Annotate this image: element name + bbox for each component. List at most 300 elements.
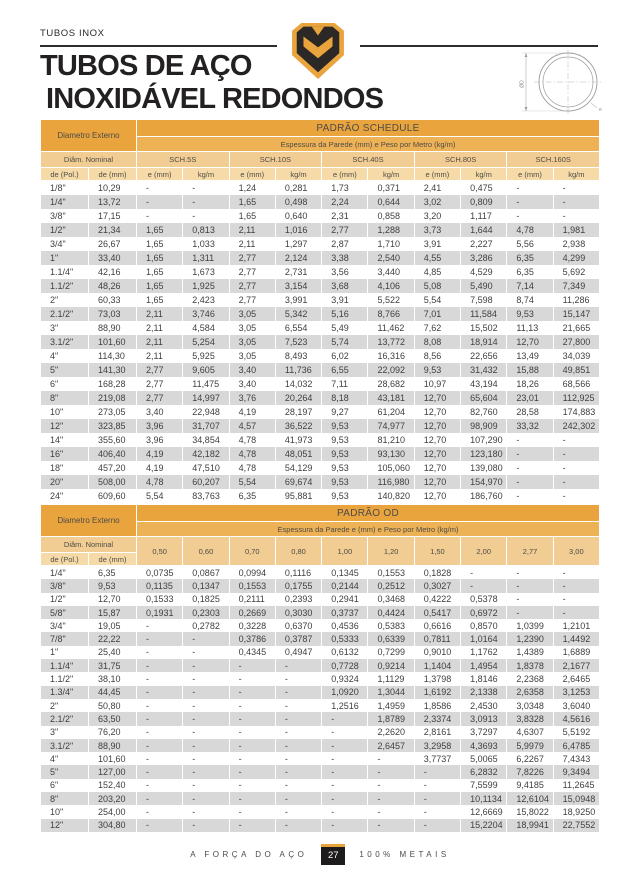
value-cell: 5,0065 bbox=[461, 752, 506, 765]
value-cell: 5,16 bbox=[322, 307, 367, 321]
value-cell: 2,11 bbox=[137, 349, 182, 363]
value-cell: 7,5599 bbox=[461, 779, 506, 792]
value-cell: 0,498 bbox=[276, 195, 321, 209]
table-row bbox=[41, 251, 599, 265]
value-cell: - bbox=[554, 181, 599, 195]
value-cell: 0,4345 bbox=[230, 646, 275, 659]
value-cell: - bbox=[276, 779, 321, 792]
value-cell: 9,53 bbox=[322, 489, 367, 503]
value-cell: 18,9250 bbox=[554, 805, 599, 818]
value-cell: 0,281 bbox=[276, 181, 321, 195]
value-cell: 6,35 bbox=[507, 251, 552, 265]
value-cell: 1,65 bbox=[137, 251, 182, 265]
value-cell: - bbox=[276, 792, 321, 805]
value-cell: 5,5192 bbox=[554, 726, 599, 739]
value-cell: 1,2390 bbox=[507, 632, 552, 645]
value-cell: 1,4389 bbox=[507, 646, 552, 659]
value-cell: 3,02 bbox=[415, 195, 460, 209]
diameter-pol-cell: 18" bbox=[41, 461, 88, 475]
value-cell: 28,682 bbox=[368, 377, 413, 391]
value-cell: 139,080 bbox=[461, 461, 506, 475]
value-cell: 2,77 bbox=[230, 293, 275, 307]
pol-column-header: de (Pol.) bbox=[41, 168, 88, 181]
diameter-mm-cell: 10,29 bbox=[89, 181, 136, 195]
value-cell: - bbox=[322, 752, 367, 765]
value-cell: 12,70 bbox=[415, 461, 460, 475]
value-cell: 34,039 bbox=[554, 349, 599, 363]
thickness-column-header: e (mm) bbox=[230, 168, 275, 181]
diameter-pol-cell: 6" bbox=[41, 779, 88, 792]
table-row bbox=[41, 419, 599, 433]
value-cell: 0,0735 bbox=[137, 566, 182, 579]
value-cell: 2,1338 bbox=[461, 686, 506, 699]
value-cell: - bbox=[183, 181, 228, 195]
value-cell: 0,1347 bbox=[183, 579, 228, 592]
value-cell: 0,1135 bbox=[137, 579, 182, 592]
value-cell: 11,2645 bbox=[554, 779, 599, 792]
value-cell: 3,76 bbox=[230, 391, 275, 405]
value-cell: 3,286 bbox=[461, 251, 506, 265]
value-cell: 15,147 bbox=[554, 307, 599, 321]
value-cell: - bbox=[507, 579, 552, 592]
value-cell: 27,800 bbox=[554, 335, 599, 349]
value-cell: 6,35 bbox=[230, 489, 275, 503]
value-cell: - bbox=[183, 726, 228, 739]
thickness-value-header: 3,00 bbox=[554, 537, 599, 566]
thickness-value-header: 1,20 bbox=[368, 537, 413, 566]
page-title bbox=[40, 50, 440, 116]
weight-column-header: kg/m bbox=[368, 168, 413, 181]
value-cell: 1,4959 bbox=[368, 699, 413, 712]
value-cell: 140,820 bbox=[368, 489, 413, 503]
value-cell: 5,254 bbox=[183, 335, 228, 349]
value-cell: 1,033 bbox=[183, 237, 228, 251]
value-cell: 0,4424 bbox=[368, 606, 413, 619]
diameter-mm-cell: 114,30 bbox=[89, 349, 136, 363]
table-row bbox=[41, 805, 599, 818]
value-cell: - bbox=[183, 792, 228, 805]
value-cell: 5,490 bbox=[461, 279, 506, 293]
value-cell: 1,65 bbox=[137, 265, 182, 279]
value-cell: 6,554 bbox=[276, 321, 321, 335]
diameter-pol-cell: 20" bbox=[41, 475, 88, 489]
footer-slogan-left: A FORÇA DO AÇO bbox=[190, 849, 308, 859]
value-cell: - bbox=[183, 739, 228, 752]
value-cell: 2,124 bbox=[276, 251, 321, 265]
table-subtitle: Espessura da Parede (mm) e Peso por Metro (kg/m) bbox=[137, 137, 599, 152]
value-cell: 8,56 bbox=[415, 349, 460, 363]
value-cell: - bbox=[137, 195, 182, 209]
value-cell: 3,96 bbox=[137, 419, 182, 433]
value-cell: - bbox=[368, 819, 413, 832]
value-cell: 2,6358 bbox=[507, 686, 552, 699]
diameter-mm-cell: 42,16 bbox=[89, 265, 136, 279]
diameter-mm-cell: 88,90 bbox=[89, 321, 136, 335]
diameter-mm-cell: 73,03 bbox=[89, 307, 136, 321]
diameter-mm-cell: 15,87 bbox=[89, 606, 136, 619]
diameter-mm-cell: 323,85 bbox=[89, 419, 136, 433]
value-cell: 154,970 bbox=[461, 475, 506, 489]
value-cell: 107,290 bbox=[461, 433, 506, 447]
value-cell: - bbox=[507, 447, 552, 461]
value-cell: - bbox=[554, 209, 599, 223]
value-cell: 9,27 bbox=[322, 405, 367, 419]
value-cell: 6,02 bbox=[322, 349, 367, 363]
value-cell: - bbox=[368, 805, 413, 818]
diameter-pol-cell: 4" bbox=[41, 752, 88, 765]
value-cell: - bbox=[137, 181, 182, 195]
value-cell: 3,68 bbox=[322, 279, 367, 293]
table-row bbox=[41, 606, 599, 619]
value-cell: 2,31 bbox=[322, 209, 367, 223]
diameter-mm-cell: 304,80 bbox=[89, 819, 136, 832]
value-cell: 8,493 bbox=[276, 349, 321, 363]
value-cell: - bbox=[276, 659, 321, 672]
diameter-pol-cell: 10" bbox=[41, 805, 88, 818]
table-row bbox=[41, 265, 599, 279]
value-cell: 1,297 bbox=[276, 237, 321, 251]
value-cell: 8,74 bbox=[507, 293, 552, 307]
table-row bbox=[41, 646, 599, 659]
value-cell: - bbox=[415, 819, 460, 832]
value-cell: - bbox=[183, 752, 228, 765]
value-cell: 4,3693 bbox=[461, 739, 506, 752]
value-cell: 31,707 bbox=[183, 419, 228, 433]
table-row bbox=[41, 632, 599, 645]
diameter-pol-cell: 6" bbox=[41, 377, 88, 391]
table-row bbox=[41, 712, 599, 725]
value-cell: 3,38 bbox=[322, 251, 367, 265]
table-row bbox=[41, 209, 599, 223]
diameter-pol-cell: 5" bbox=[41, 765, 88, 778]
value-cell: - bbox=[415, 765, 460, 778]
table-row bbox=[41, 566, 599, 579]
diameter-pol-cell: 2" bbox=[41, 699, 88, 712]
diameter-mm-cell: 25,40 bbox=[89, 646, 136, 659]
value-cell: 13,49 bbox=[507, 349, 552, 363]
value-cell: - bbox=[322, 712, 367, 725]
value-cell: - bbox=[322, 805, 367, 818]
diameter-pol-cell: 2.1/2" bbox=[41, 307, 88, 321]
value-cell: 98,909 bbox=[461, 419, 506, 433]
value-cell: 0,2782 bbox=[183, 619, 228, 632]
value-cell: 2,6457 bbox=[368, 739, 413, 752]
value-cell: 1,288 bbox=[368, 223, 413, 237]
table-row bbox=[41, 686, 599, 699]
header-rule-left bbox=[40, 45, 277, 47]
value-cell: - bbox=[137, 699, 182, 712]
table-row bbox=[41, 619, 599, 632]
value-cell: 0,644 bbox=[368, 195, 413, 209]
value-cell: 9,53 bbox=[322, 447, 367, 461]
value-cell: 1,4492 bbox=[554, 632, 599, 645]
table-row bbox=[41, 433, 599, 447]
value-cell: - bbox=[183, 646, 228, 659]
value-cell: 0,1553 bbox=[230, 579, 275, 592]
value-cell: 3,20 bbox=[415, 209, 460, 223]
value-cell: 22,092 bbox=[368, 363, 413, 377]
value-cell: - bbox=[230, 659, 275, 672]
value-cell: - bbox=[230, 752, 275, 765]
diameter-dim-label: ØD bbox=[519, 80, 526, 88]
value-cell: 112,925 bbox=[554, 391, 599, 405]
wall-thickness-label: e bbox=[599, 107, 602, 113]
value-cell: 3,0348 bbox=[507, 699, 552, 712]
value-cell: - bbox=[137, 805, 182, 818]
value-cell: 2,11 bbox=[230, 223, 275, 237]
table-row bbox=[41, 363, 599, 377]
value-cell: 1,644 bbox=[461, 223, 506, 237]
value-cell: - bbox=[137, 686, 182, 699]
value-cell: 43,194 bbox=[461, 377, 506, 391]
value-cell: - bbox=[276, 699, 321, 712]
value-cell: 0,4536 bbox=[322, 619, 367, 632]
value-cell: 28,197 bbox=[276, 405, 321, 419]
diameter-pol-cell: 3.1/2" bbox=[41, 739, 88, 752]
value-cell: 4,78 bbox=[137, 475, 182, 489]
weight-column-header: kg/m bbox=[276, 168, 321, 181]
value-cell: 2,77 bbox=[230, 279, 275, 293]
diameter-mm-cell: 508,00 bbox=[89, 475, 136, 489]
table-row bbox=[41, 377, 599, 391]
value-cell: 0,6370 bbox=[276, 619, 321, 632]
value-cell: 1,2101 bbox=[554, 619, 599, 632]
value-cell: 0,3027 bbox=[415, 579, 460, 592]
table-row bbox=[41, 307, 599, 321]
value-cell: 2,11 bbox=[230, 237, 275, 251]
value-cell: 0,2669 bbox=[230, 606, 275, 619]
value-cell: 2,8161 bbox=[415, 726, 460, 739]
diameter-mm-cell: 101,60 bbox=[89, 335, 136, 349]
value-cell: 4,6307 bbox=[507, 726, 552, 739]
thickness-value-header: 0,60 bbox=[183, 537, 228, 566]
value-cell: 2,1677 bbox=[554, 659, 599, 672]
value-cell: - bbox=[137, 632, 182, 645]
value-cell: 22,7552 bbox=[554, 819, 599, 832]
value-cell: 1,311 bbox=[183, 251, 228, 265]
value-cell: - bbox=[276, 739, 321, 752]
value-cell: 0,6339 bbox=[368, 632, 413, 645]
value-cell: 1,65 bbox=[230, 195, 275, 209]
value-cell: 60,207 bbox=[183, 475, 228, 489]
value-cell: - bbox=[322, 779, 367, 792]
table-row bbox=[41, 321, 599, 335]
value-cell: - bbox=[415, 805, 460, 818]
weight-column-header: kg/m bbox=[554, 168, 599, 181]
diameter-pol-cell: 2" bbox=[41, 293, 88, 307]
value-cell: 2,77 bbox=[230, 265, 275, 279]
table-row bbox=[41, 779, 599, 792]
value-cell: 14,032 bbox=[276, 377, 321, 391]
value-cell: 123,180 bbox=[461, 447, 506, 461]
value-cell: - bbox=[554, 475, 599, 489]
value-cell: 0,5378 bbox=[461, 593, 506, 606]
diameter-mm-cell: 26,67 bbox=[89, 237, 136, 251]
value-cell: 3,91 bbox=[415, 237, 460, 251]
diameter-pol-cell: 24" bbox=[41, 489, 88, 503]
page-title-line1: TUBOS DE AÇO bbox=[40, 50, 252, 82]
thickness-column-header: e (mm) bbox=[322, 168, 367, 181]
value-cell: - bbox=[554, 447, 599, 461]
diameter-mm-cell: 101,60 bbox=[89, 752, 136, 765]
value-cell: 1,016 bbox=[276, 223, 321, 237]
value-cell: 1,0164 bbox=[461, 632, 506, 645]
diameter-pol-cell: 14" bbox=[41, 433, 88, 447]
value-cell: 0,9324 bbox=[322, 672, 367, 685]
diameter-pol-cell: 5/8" bbox=[41, 606, 88, 619]
value-cell: - bbox=[183, 632, 228, 645]
value-cell: 6,35 bbox=[507, 265, 552, 279]
table-title: PADRÃO OD bbox=[137, 505, 599, 522]
value-cell: 36,522 bbox=[276, 419, 321, 433]
value-cell: - bbox=[183, 659, 228, 672]
nominal-header: Diâm. Nominal bbox=[41, 152, 136, 168]
value-cell: - bbox=[137, 646, 182, 659]
value-cell: 1,65 bbox=[137, 223, 182, 237]
value-cell: 43,181 bbox=[368, 391, 413, 405]
value-cell: 0,2512 bbox=[368, 579, 413, 592]
value-cell: 47,510 bbox=[183, 461, 228, 475]
diameter-pol-cell: 16" bbox=[41, 447, 88, 461]
value-cell: 1,65 bbox=[137, 279, 182, 293]
value-cell: - bbox=[507, 195, 552, 209]
value-cell: 2,77 bbox=[230, 251, 275, 265]
value-cell: 3,991 bbox=[276, 293, 321, 307]
value-cell: - bbox=[137, 712, 182, 725]
value-cell: 0,1755 bbox=[276, 579, 321, 592]
value-cell: - bbox=[554, 606, 599, 619]
value-cell: 3,40 bbox=[230, 363, 275, 377]
value-cell: - bbox=[137, 739, 182, 752]
diameter-pol-cell: 4" bbox=[41, 349, 88, 363]
value-cell: - bbox=[276, 752, 321, 765]
value-cell: 10,1134 bbox=[461, 792, 506, 805]
value-cell: 0,1116 bbox=[276, 566, 321, 579]
value-cell: 5,925 bbox=[183, 349, 228, 363]
value-cell: 1,8146 bbox=[461, 672, 506, 685]
value-cell: 61,204 bbox=[368, 405, 413, 419]
value-cell: - bbox=[322, 726, 367, 739]
value-cell: 2,731 bbox=[276, 265, 321, 279]
diameter-mm-cell: 63,50 bbox=[89, 712, 136, 725]
value-cell: 2,3374 bbox=[415, 712, 460, 725]
thickness-value-header: 1,00 bbox=[322, 537, 367, 566]
value-cell: - bbox=[415, 779, 460, 792]
value-cell: 11,13 bbox=[507, 321, 552, 335]
value-cell: - bbox=[507, 475, 552, 489]
value-cell: 0,640 bbox=[276, 209, 321, 223]
value-cell: 2,77 bbox=[137, 377, 182, 391]
value-cell: 0,809 bbox=[461, 195, 506, 209]
diameter-mm-cell: 609,60 bbox=[89, 489, 136, 503]
value-cell: - bbox=[230, 819, 275, 832]
value-cell: 18,9941 bbox=[507, 819, 552, 832]
value-cell: 4,78 bbox=[507, 223, 552, 237]
value-cell: 1,981 bbox=[554, 223, 599, 237]
diameter-pol-cell: 12" bbox=[41, 419, 88, 433]
value-cell: 5,74 bbox=[322, 335, 367, 349]
table-subtitle: Espessura da Parede e (mm) e Peso por Metro (kg/m) bbox=[137, 522, 599, 537]
value-cell: 0,3787 bbox=[276, 632, 321, 645]
schedule-group-header: SCH.10S bbox=[230, 152, 322, 168]
value-cell: 1,0920 bbox=[322, 686, 367, 699]
value-cell: 5,54 bbox=[137, 489, 182, 503]
thickness-column-header: e (mm) bbox=[137, 168, 182, 181]
table-row bbox=[41, 672, 599, 685]
diameter-mm-cell: 203,20 bbox=[89, 792, 136, 805]
value-cell: 9,53 bbox=[322, 419, 367, 433]
value-cell: - bbox=[183, 819, 228, 832]
value-cell: 4,5616 bbox=[554, 712, 599, 725]
value-cell: 4,55 bbox=[415, 251, 460, 265]
value-cell: 1,8789 bbox=[368, 712, 413, 725]
thickness-value-header: 1,50 bbox=[415, 537, 460, 566]
tube-cross-section-diagram bbox=[518, 48, 608, 120]
value-cell: - bbox=[230, 792, 275, 805]
value-cell: 9,3494 bbox=[554, 765, 599, 778]
value-cell: 7,8226 bbox=[507, 765, 552, 778]
value-cell: 16,316 bbox=[368, 349, 413, 363]
thickness-value-header: 2,00 bbox=[461, 537, 506, 566]
diameter-mm-cell: 9,53 bbox=[89, 579, 136, 592]
value-cell: 186,760 bbox=[461, 489, 506, 503]
value-cell: 3,7297 bbox=[461, 726, 506, 739]
value-cell: - bbox=[322, 792, 367, 805]
value-cell: 5,342 bbox=[276, 307, 321, 321]
value-cell: 4,57 bbox=[230, 419, 275, 433]
table-row bbox=[41, 349, 599, 363]
value-cell: 3,7737 bbox=[415, 752, 460, 765]
value-cell: - bbox=[368, 779, 413, 792]
value-cell: 11,462 bbox=[368, 321, 413, 335]
value-cell: 0,0867 bbox=[183, 566, 228, 579]
value-cell: - bbox=[230, 686, 275, 699]
value-cell: 0,2393 bbox=[276, 593, 321, 606]
value-cell: - bbox=[276, 726, 321, 739]
thickness-value-header: 0,70 bbox=[230, 537, 275, 566]
diameter-pol-cell: 1.1/4" bbox=[41, 659, 88, 672]
value-cell: 2,87 bbox=[322, 237, 367, 251]
value-cell: - bbox=[507, 489, 552, 503]
value-cell: - bbox=[554, 195, 599, 209]
value-cell: 116,980 bbox=[368, 475, 413, 489]
value-cell: 2,77 bbox=[322, 223, 367, 237]
thickness-value-header: 0,80 bbox=[276, 537, 321, 566]
diameter-mm-cell: 254,00 bbox=[89, 805, 136, 818]
value-cell: 242,302 bbox=[554, 419, 599, 433]
value-cell: 0,3228 bbox=[230, 619, 275, 632]
value-cell: 9,53 bbox=[507, 307, 552, 321]
value-cell: - bbox=[507, 593, 552, 606]
diameter-mm-cell: 33,40 bbox=[89, 251, 136, 265]
diameter-mm-cell: 31,75 bbox=[89, 659, 136, 672]
value-cell: 4,19 bbox=[230, 405, 275, 419]
footer-slogan-right: 100% METAIS bbox=[359, 849, 450, 859]
value-cell: 4,529 bbox=[461, 265, 506, 279]
value-cell: 4,584 bbox=[183, 321, 228, 335]
value-cell: - bbox=[230, 672, 275, 685]
value-cell: 7,01 bbox=[415, 307, 460, 321]
value-cell: - bbox=[554, 433, 599, 447]
value-cell: 5,9979 bbox=[507, 739, 552, 752]
value-cell: - bbox=[554, 489, 599, 503]
value-cell: 15,0948 bbox=[554, 792, 599, 805]
value-cell: 12,70 bbox=[415, 475, 460, 489]
value-cell: 3,746 bbox=[183, 307, 228, 321]
value-cell: 49,851 bbox=[554, 363, 599, 377]
value-cell: 3,2958 bbox=[415, 739, 460, 752]
diameter-mm-cell: 88,90 bbox=[89, 739, 136, 752]
